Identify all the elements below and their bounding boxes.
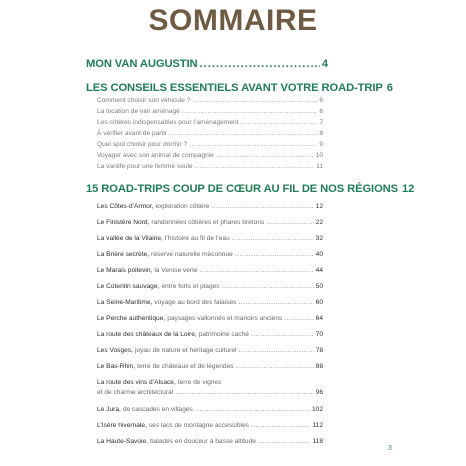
subitem-page: 11 — [316, 163, 323, 170]
subitem-page: 7 — [319, 119, 323, 126]
entry-name: La route des châteaux de la Loire, — [97, 331, 197, 338]
section-heading-road-trips[interactable] — [86, 183, 415, 195]
entry-description: ses lacs de montagne accessibles — [148, 422, 249, 429]
leader-dots — [175, 389, 313, 396]
subitem-label: Les critères indispensables pour l’aménagement — [97, 119, 239, 126]
toc-entry[interactable] — [97, 203, 323, 210]
subitem-page: 8 — [319, 130, 323, 137]
subitem-page: 6 — [319, 97, 323, 104]
leader-dots — [238, 299, 313, 306]
leader-dots — [195, 163, 314, 170]
leader-dots — [200, 58, 320, 70]
entry-description-continued: et de charme architectural — [97, 389, 174, 396]
entry-page: 22 — [315, 219, 323, 226]
entry-page: 60 — [315, 299, 323, 306]
entry-description: voyage au bord des falaises — [154, 299, 237, 306]
toc-subitem[interactable] — [97, 97, 323, 104]
entry-description: exploration côtière — [155, 203, 210, 210]
entry-page: 50 — [315, 283, 323, 290]
entry-page: 102 — [311, 406, 323, 413]
leader-dots — [235, 251, 314, 258]
entry-name: Le Cotentin sauvage, — [97, 283, 160, 290]
entry-page: 44 — [315, 267, 323, 274]
entry-page: 70 — [315, 331, 323, 338]
toc-entry[interactable] — [97, 315, 323, 322]
leader-dots — [251, 422, 311, 429]
toc-subitem[interactable] — [97, 163, 323, 170]
entry-name: Les Vosges, — [97, 347, 133, 354]
toc-entry[interactable] — [97, 251, 323, 258]
entry-description: l’histoire au fil de l’eau — [164, 235, 230, 242]
subitem-label: La location de van aménagé — [97, 108, 180, 115]
section-page: 4 — [321, 58, 328, 70]
subitem-label: Quel spot choisir pour dormir ? — [97, 141, 188, 148]
subitem-label: Comment choisir son véhicule ? — [97, 97, 191, 104]
toc-entry[interactable] — [97, 283, 323, 290]
leader-dots — [192, 97, 317, 104]
section-page: 12 — [402, 183, 415, 195]
toc-subitem[interactable] — [97, 152, 323, 159]
toc-entry[interactable] — [97, 235, 323, 242]
entry-name: La route des vins d’Alsace, — [97, 379, 176, 386]
entry-description: terre de châteaux et de légendes — [137, 363, 234, 370]
entry-description: entre forts et plages — [161, 283, 220, 290]
toc-subitem[interactable] — [97, 108, 323, 115]
entry-description: joyau de nature et héritage culturel — [134, 347, 237, 354]
entry-description: paysages vallonnés et manoirs anciens — [167, 315, 283, 322]
toc-entry[interactable] — [97, 331, 323, 338]
toc-entry[interactable] — [97, 379, 323, 396]
toc-entry[interactable] — [97, 299, 323, 306]
subitem-label: Voyager avec son animal de compagnie — [97, 152, 214, 159]
subitem-label: À vérifier avant de partir — [97, 130, 167, 137]
entry-description: réserve naturelle méconnue — [151, 251, 233, 258]
leader-dots — [189, 141, 317, 148]
leader-dots — [169, 130, 317, 137]
entry-description: patrimoine caché — [198, 331, 249, 338]
leader-dots — [195, 406, 310, 413]
entry-name: La vallée de la Vilaine, — [97, 235, 163, 242]
leader-dots — [232, 235, 314, 242]
section-heading-conseils[interactable] — [86, 82, 393, 94]
section-label: 15 ROAD-TRIPS COUP DE CŒUR AU FIL DE NOS RÉGIONS — [86, 183, 399, 195]
leader-dots — [240, 119, 317, 126]
toc-entry[interactable] — [97, 438, 323, 445]
entry-name: Le Perche authentique, — [97, 315, 166, 322]
entry-page: 112 — [312, 422, 323, 429]
entry-description: randonnées côtières et phares bretons — [151, 219, 265, 226]
entry-name: L’Isère hivernale, — [97, 422, 147, 429]
leader-dots — [258, 438, 311, 445]
entry-name: Le Marais poitevin, — [97, 267, 153, 274]
entry-name: Le Bas-Rhin, — [97, 363, 136, 370]
leader-dots — [266, 219, 313, 226]
entry-description: terre de vignes — [177, 379, 222, 386]
section-heading-mon-van[interactable] — [86, 58, 328, 70]
leader-dots — [182, 108, 317, 115]
entry-description: la Venise verte — [154, 267, 198, 274]
entry-page: 88 — [315, 363, 323, 370]
toc-entry[interactable] — [97, 363, 323, 370]
entry-page: 64 — [315, 315, 323, 322]
section-label: LES CONSEILS ESSENTIELS AVANT VOTRE ROAD-TRIP — [86, 82, 383, 94]
toc-subitem[interactable] — [97, 119, 323, 126]
leader-dots — [251, 331, 314, 338]
leader-dots — [222, 283, 314, 290]
leader-dots — [216, 152, 314, 159]
toc-entry[interactable] — [97, 422, 323, 429]
page-title: SOMMAIRE — [148, 4, 318, 37]
toc-entry[interactable] — [97, 406, 323, 413]
entry-page: 40 — [315, 251, 323, 258]
entry-name: Le Jura, — [97, 406, 121, 413]
entry-name: Le Finistère Nord, — [97, 219, 150, 226]
entry-name: La Haute-Savoie, — [97, 438, 148, 445]
entry-page: 118 — [312, 438, 323, 445]
subitem-page: 9 — [319, 141, 323, 148]
toc-entry[interactable] — [97, 219, 323, 226]
toc-subitem[interactable] — [97, 141, 323, 148]
entry-name: La Seine-Maritime, — [97, 299, 153, 306]
entry-page: 12 — [315, 203, 323, 210]
leader-dots — [238, 347, 313, 354]
section-page: 6 — [386, 82, 393, 94]
section-label: MON VAN AUGUSTIN — [86, 58, 198, 70]
leader-dots — [284, 315, 313, 322]
page-number: 3 — [388, 445, 392, 452]
toc-entry[interactable] — [97, 347, 323, 354]
subitem-label: La vanlife pour une femme seule — [97, 163, 193, 170]
entry-description: de cascades en villages — [122, 406, 193, 413]
entry-name: Les Côtes-d’Armor, — [97, 203, 154, 210]
entry-page: 96 — [315, 389, 323, 396]
entry-page: 78 — [315, 347, 323, 354]
entry-name: La Brière secrète, — [97, 251, 150, 258]
entry-description: balades en douceur à basse altitude — [149, 438, 256, 445]
subitem-page: 10 — [315, 152, 323, 159]
toc-subitem[interactable] — [97, 130, 323, 137]
leader-dots — [211, 203, 313, 210]
leader-dots — [236, 363, 314, 370]
leader-dots — [200, 267, 314, 274]
toc-entry[interactable] — [97, 267, 323, 274]
entry-page: 32 — [315, 235, 323, 242]
subitem-page: 6 — [319, 108, 323, 115]
